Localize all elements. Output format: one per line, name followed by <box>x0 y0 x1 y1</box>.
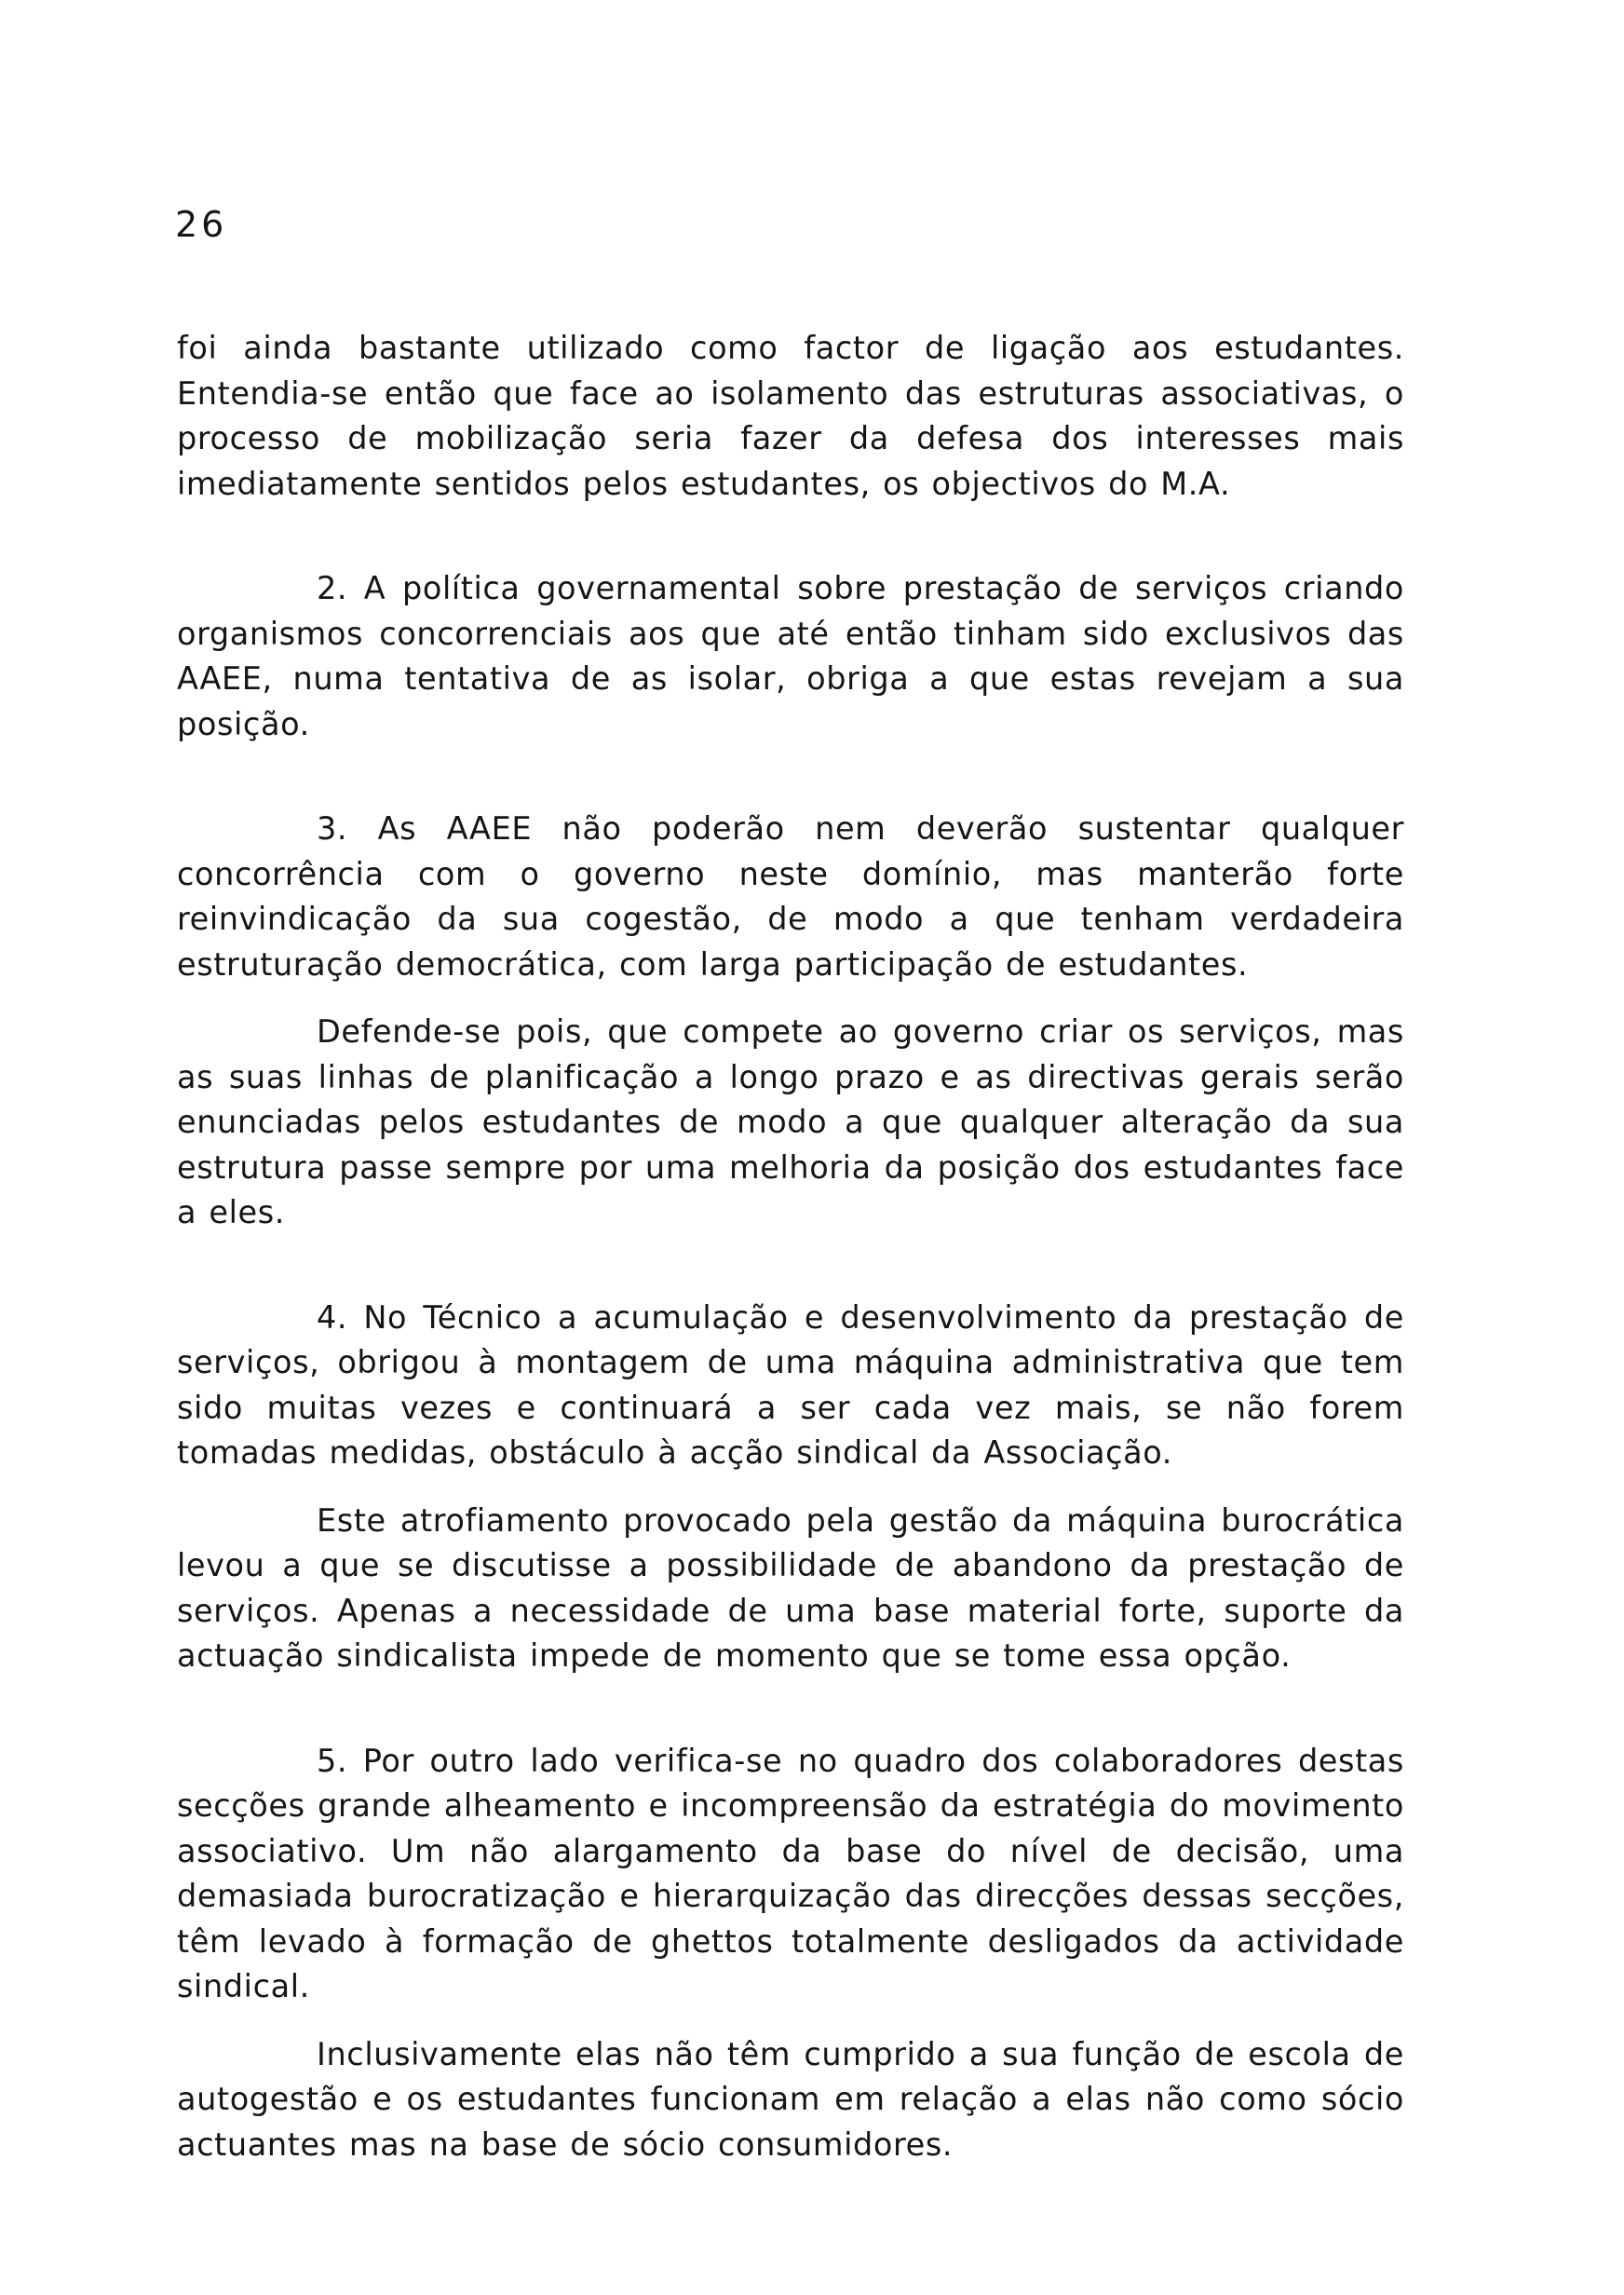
paragraph-continuation: foi ainda bastante utilizado como factor de ligação aos estudantes. Entendia-se então que face ao isolamento das estruturas associativas, o processo de mobilização seria fazer da defesa dos interesses mais imediatamente sentidos pelos estudantes, os objectivos do M.A. <box>177 330 1404 502</box>
paragraph-atrofiamento: Este atrofiamento provocado pela gestão da máquina burocrática levou a que se discutisse a possibilidade de abandono da prestação de serviços. Apenas a necessidade de uma base material forte, suporte da actuação sindicalista impede de momento que se tome essa opção. <box>177 1501 1404 1674</box>
document-body <box>177 326 1404 2167</box>
paragraph-point-3: 3. As AAEE não poderão nem deverão sustentar qualquer concorrência com o governo neste domínio, mas manterão forte reinvindicação da sua cogestão, de modo a que tenham verdadeira estruturação democrática, com larga participação de estudantes. <box>177 810 1404 983</box>
paragraph-point-4: 4. No Técnico a acumulação e desenvolvimento da prestação de serviços, obrigou à montagem de uma máquina administrativa que tem sido muitas vezes e continuará a ser cada vez mais, se não forem tomadas medidas, obstáculo à acção sindical da Associação. <box>177 1298 1404 1471</box>
paragraph-point-2: 2. A política governamental sobre prestação de serviços criando organismos concorrenciais aos que até então tinham sido exclusivos das AAEE, numa tentativa de as isolar, obriga a que estas revejam a sua posição. <box>177 570 1404 742</box>
paragraph-point-5: 5. Por outro lado verifica-se no quadro dos colaboradores destas secções grande alheamento e incompreensão da estratégia do movimento associativo. Um não alargamento da base do nível de decisão, uma demasiada burocratização e hierarquização das direcções dessas secções, têm levado à formação de ghettos totalmente desligados da actividade sindical. <box>177 1742 1404 2004</box>
paragraph-defende-se: Defende-se pois, que compete ao governo criar os serviços, mas as suas linhas de planificação a longo prazo e as directivas gerais serão enunciadas pelos estudantes de modo a que qualquer alteração da sua estrutura passe sempre por uma melhoria da posição dos estudantes face a eles. <box>177 1013 1404 1230</box>
paragraph-inclusivamente: Inclusivamente elas não têm cumprido a sua função de escola de autogestão e os estudantes funcionam em relação a elas não como sócio actuantes mas na base de sócio consumidores. <box>177 2035 1404 2163</box>
page-number: 26 <box>175 204 228 245</box>
